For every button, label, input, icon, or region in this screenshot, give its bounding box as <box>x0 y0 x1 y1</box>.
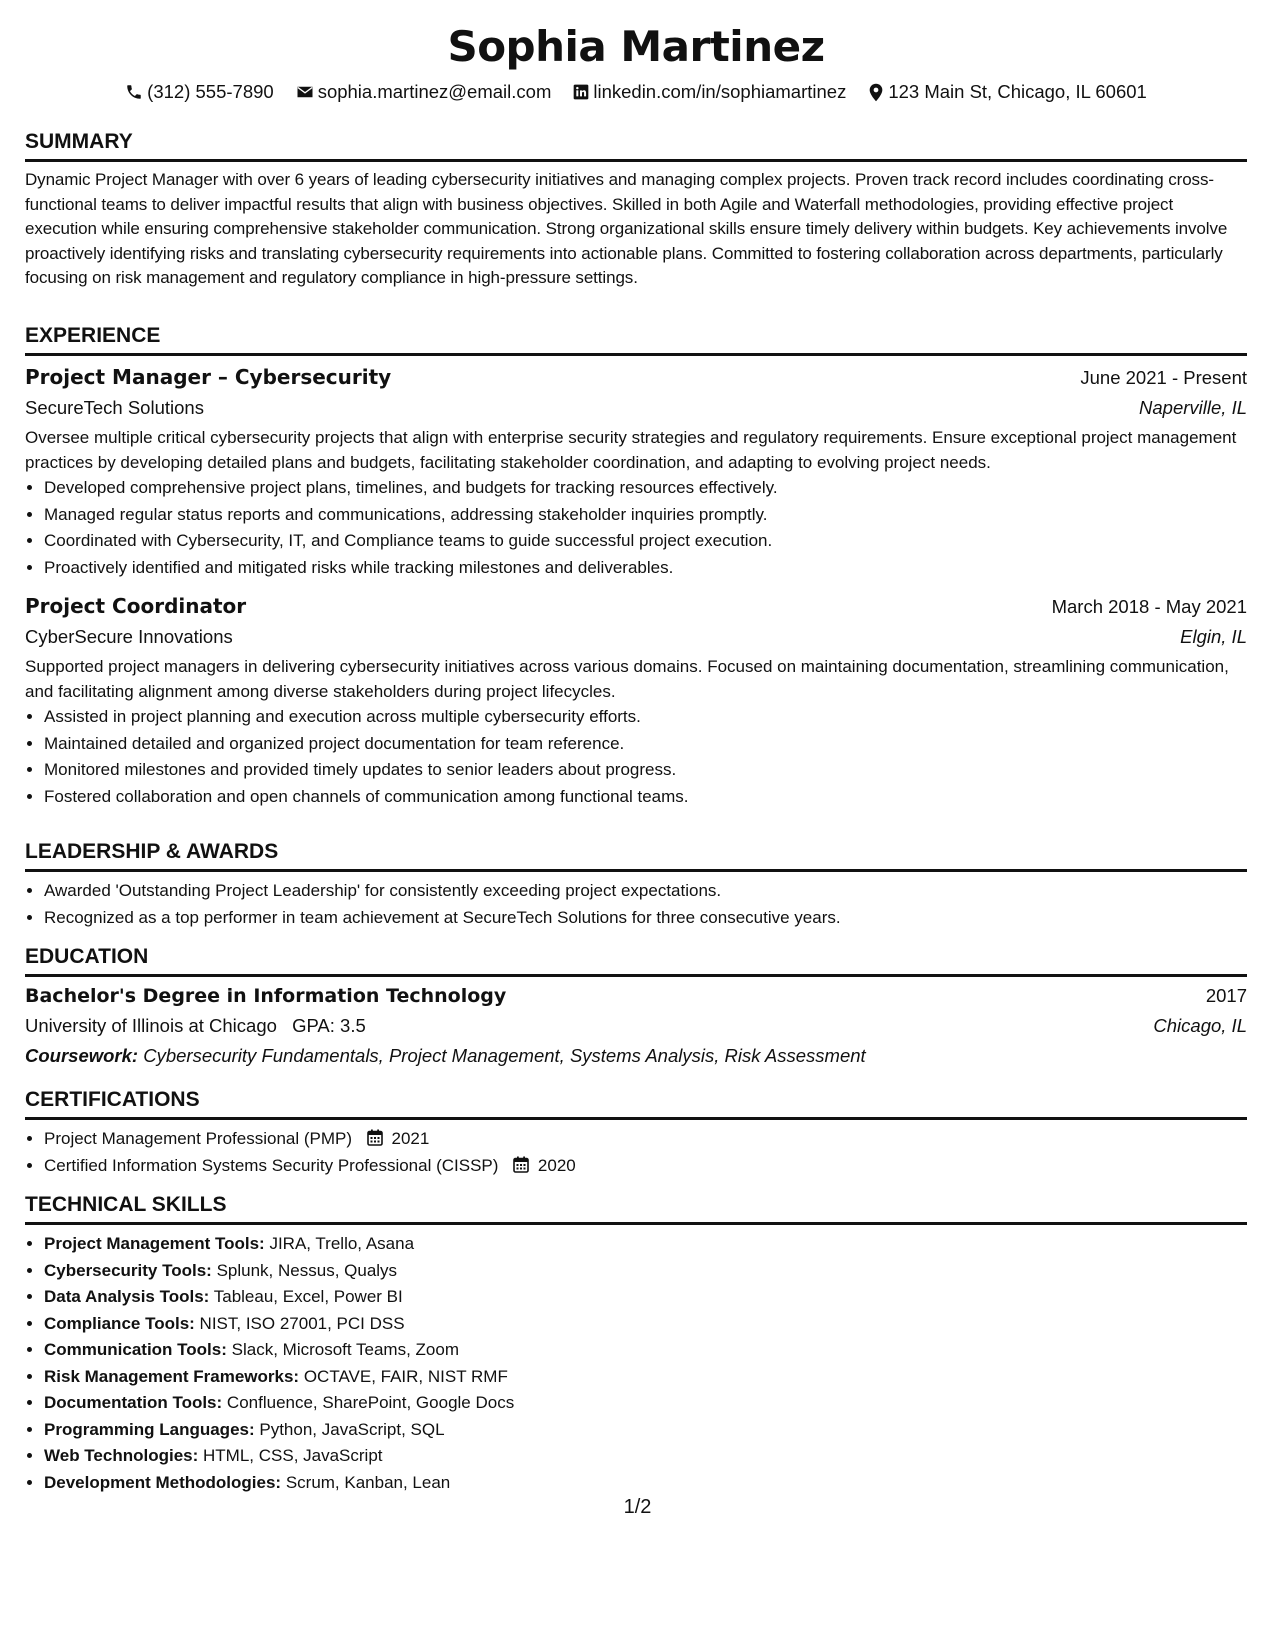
coursework-list: Cybersecurity Fundamentals, Project Management, Systems Analysis, Risk Assessment <box>143 1045 866 1066</box>
skill-value: Tableau, Excel, Power BI <box>213 1287 403 1306</box>
list-item: • Coordinated with Cybersecurity, IT, and Compliance teams to guide successful project execution. <box>44 528 1247 555</box>
graduation-year: 2017 <box>1205 985 1247 1006</box>
list-item <box>44 1153 1247 1180</box>
skill-label: Project Management Tools: <box>44 1234 265 1253</box>
skill-value: Splunk, Nessus, Qualys <box>216 1260 398 1280</box>
skill-label: Communication Tools: <box>44 1340 227 1359</box>
skill-label: Data Analysis Tools: <box>44 1287 210 1306</box>
gpa: GPA: 3.5 <box>292 1015 366 1036</box>
job-location: Naperville, IL <box>1139 397 1247 418</box>
section-title-leadership: LEADERSHIP & AWARDS <box>25 839 1247 872</box>
certifications-list <box>25 1126 1247 1179</box>
section-title-experience: EXPERIENCE <box>25 323 1247 356</box>
skill-value: NIST, ISO 27001, PCI DSS <box>199 1313 405 1333</box>
skill-value: OCTAVE, FAIR, NIST RMF <box>303 1366 508 1386</box>
skill-value: Python, JavaScript, SQL <box>259 1419 445 1439</box>
skill-label: Cybersecurity Tools: <box>44 1260 212 1280</box>
certification-name: Certified Information Systems Security Professional (CISSP) <box>44 1155 499 1175</box>
skill-label: Development Methodologies: <box>44 1472 282 1492</box>
leadership-list <box>25 878 1247 931</box>
coursework <box>25 1041 1247 1071</box>
certification-year: 2021 <box>391 1129 430 1148</box>
linkedin-text[interactable]: linkedin.com/in/sophiamartinez <box>593 81 847 102</box>
contact-email[interactable] <box>296 81 552 103</box>
leadership-section <box>25 839 1247 931</box>
skill-item <box>44 1258 1247 1285</box>
skill-item <box>44 1470 1247 1497</box>
skill-item <box>44 1231 1247 1258</box>
skill-value: Scrum, Kanban, Lean <box>285 1472 451 1492</box>
list-item: • Fostered collaboration and open channels of communication among functional teams. <box>44 784 1247 811</box>
skill-label: Risk Management Frameworks: <box>44 1366 300 1386</box>
job-bullets <box>25 475 1247 581</box>
contact-linkedin[interactable] <box>573 81 846 103</box>
skill-item <box>44 1311 1247 1338</box>
skill-value: Slack, Microsoft Teams, Zoom <box>231 1340 459 1359</box>
job-entry <box>25 362 1247 581</box>
linkedin-icon <box>573 84 589 100</box>
calendar-icon <box>513 1156 529 1173</box>
email-text[interactable]: sophia.martinez@email.com <box>317 81 552 102</box>
list-item: • Developed comprehensive project plans, timelines, and budgets for tracking resources effectively. <box>44 475 1247 502</box>
section-title-education: EDUCATION <box>25 944 1247 977</box>
map-pin-icon <box>868 83 884 102</box>
contact-address <box>868 81 1147 103</box>
skill-item <box>44 1284 1247 1311</box>
list-item <box>44 1126 1247 1153</box>
envelope-icon <box>296 83 314 101</box>
section-title-certifications: CERTIFICATIONS <box>25 1087 1247 1120</box>
school-location: Chicago, IL <box>1153 1015 1247 1036</box>
certifications-section <box>25 1087 1247 1179</box>
job-location: Elgin, IL <box>1180 626 1247 647</box>
phone-text: (312) 555-7890 <box>147 81 274 102</box>
list-item: • Awarded 'Outstanding Project Leadership' for consistently exceeding project expectations. <box>44 878 1247 905</box>
skills-list <box>25 1231 1247 1496</box>
skill-item <box>44 1337 1247 1364</box>
skill-item <box>44 1417 1247 1444</box>
skills-section <box>25 1192 1247 1496</box>
page-number: 1/2 <box>623 1496 652 1518</box>
certification-name: Project Management Professional (PMP) <box>44 1129 353 1148</box>
summary-section <box>25 129 1247 291</box>
list-item: • Maintained detailed and organized project documentation for team reference. <box>44 731 1247 758</box>
skill-label: Web Technologies: <box>44 1446 199 1465</box>
job-description: Oversee multiple critical cybersecurity projects that align with enterprise security strategies and regulatory requirements. Ensure exceptional project management practices by developing detailed plans and budgets, facilitating stakeholder coordination, and adapting to evolving project needs. <box>25 428 1237 472</box>
skill-value: JIRA, Trello, Asana <box>269 1234 415 1253</box>
skill-value: Confluence, SharePoint, Google Docs <box>226 1393 515 1412</box>
job-description: Supported project managers in delivering cybersecurity initiatives across various domains. Focused on maintaining documentation, streamlining communication, and facilitating alignment among diverse stakeholders during project lifecycles. <box>25 657 1229 701</box>
job-dates: March 2018 - May 2021 <box>1051 596 1247 617</box>
job-title: Project Coordinator <box>25 594 247 618</box>
skill-label: Programming Languages: <box>44 1419 255 1439</box>
job-title: Project Manager – Cybersecurity <box>25 365 392 389</box>
skill-item <box>44 1443 1247 1470</box>
skill-item <box>44 1390 1247 1417</box>
certification-year: 2020 <box>537 1155 576 1175</box>
contact-bar <box>25 78 1247 106</box>
degree-title: Bachelor's Degree in Information Technology <box>25 985 507 1007</box>
summary-text: Dynamic Project Manager with over 6 years of leading cybersecurity initiatives and managing complex projects. Proven track record includes coordinating cross-functional teams to deliver impactful results that align with business objectives. Skilled in both Agile and Waterfall methodologies, providing effective project execution while ensuring comprehensive stakeholder communication. Strong organizational skills ensure timely delivery within budgets. Key achievements involve proactively identifying risks and translating cybersecurity requirements into actionable plans. Committed to fostering collaboration across departments, particularly focusing on risk management and regulatory compliance in high-pressure settings. <box>25 170 1228 287</box>
skill-item <box>44 1364 1247 1391</box>
education-section <box>25 944 1247 1071</box>
job-company: CyberSecure Innovations <box>25 626 233 647</box>
skill-value: HTML, CSS, JavaScript <box>203 1446 383 1465</box>
candidate-name: Sophia Martinez <box>447 22 825 71</box>
school-name: University of Illinois at Chicago <box>25 1015 277 1036</box>
list-item: • Managed regular status reports and communications, addressing stakeholder inquiries promptly. <box>44 502 1247 529</box>
list-item: • Assisted in project planning and execution across multiple cybersecurity efforts. <box>44 704 1247 731</box>
phone-icon <box>125 83 143 101</box>
list-item: • Proactively identified and mitigated risks while tracking milestones and deliverables. <box>44 555 1247 582</box>
section-title-skills: TECHNICAL SKILLS <box>25 1192 1247 1225</box>
coursework-label: Coursework: <box>25 1045 139 1066</box>
list-item: • Monitored milestones and provided timely updates to senior leaders about progress. <box>44 757 1247 784</box>
section-title-summary: SUMMARY <box>25 129 1247 162</box>
calendar-icon <box>367 1129 383 1146</box>
job-bullets <box>25 704 1247 810</box>
address-text: 123 Main St, Chicago, IL 60601 <box>888 81 1147 102</box>
job-dates: June 2021 - Present <box>1080 367 1247 388</box>
skill-label: Documentation Tools: <box>44 1393 223 1412</box>
skill-label: Compliance Tools: <box>44 1313 195 1333</box>
job-entry <box>25 591 1247 810</box>
experience-section <box>25 323 1247 810</box>
contact-phone <box>125 81 274 103</box>
job-company: SecureTech Solutions <box>25 397 204 418</box>
list-item: • Recognized as a top performer in team achievement at SecureTech Solutions for three consecutive years. <box>44 905 1247 932</box>
